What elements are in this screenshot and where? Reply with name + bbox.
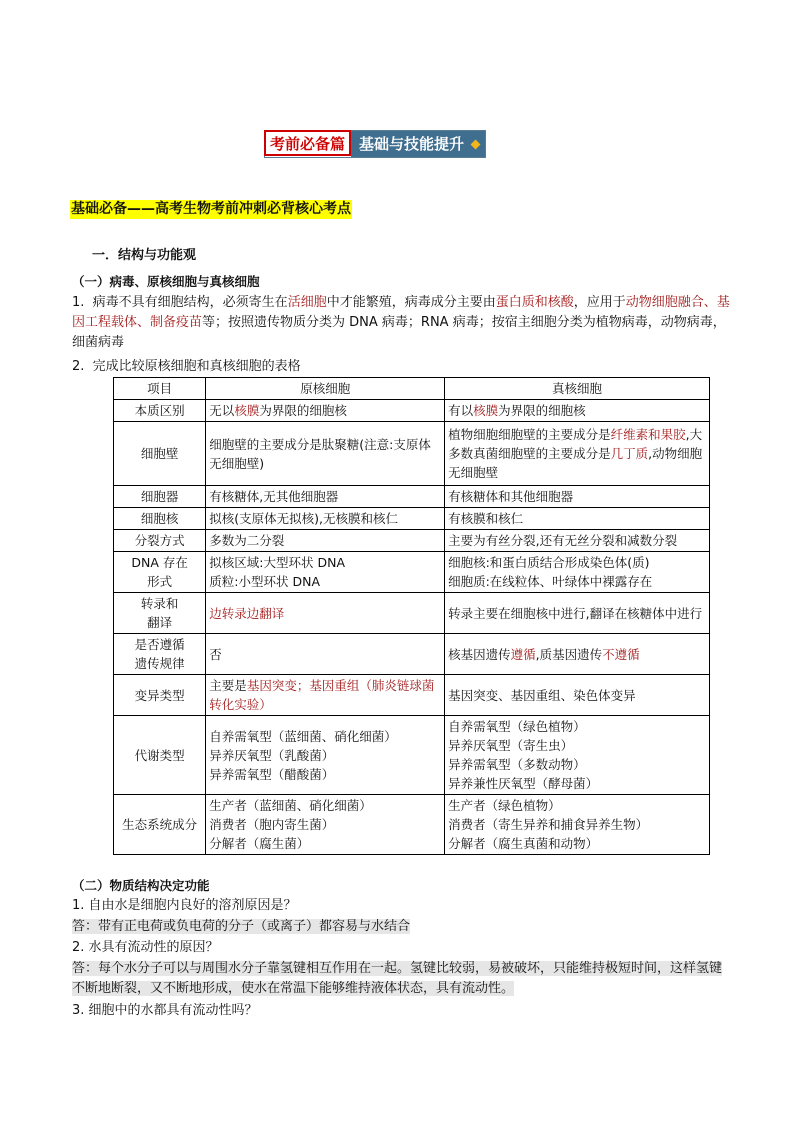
question (72, 1001, 732, 1021)
comparison-table (113, 377, 710, 855)
key-term: 蛋白质和核酸 (495, 295, 574, 310)
eukaryote-cell: 有核膜和核仁 (445, 508, 710, 530)
prokaryote-cell (206, 716, 445, 795)
text: 植物细胞细胞壁的主要成分是 (448, 427, 611, 442)
text: ,大多数真菌细胞壁的主要成分是 (448, 427, 703, 461)
key-term: 核膜 (234, 403, 260, 418)
eukaryote-cell (445, 795, 710, 855)
table-row (114, 486, 710, 508)
eukaryote-cell: 转录主要在细胞核中进行,翻译在核糖体中进行 (445, 593, 710, 634)
subsection-heading: （一）病毒、原核细胞与真核细胞 (72, 274, 260, 289)
cell-line: 异养厌氧型（乳酸菌） (209, 747, 335, 763)
key-term: 几丁质 (610, 446, 649, 461)
question-text: 1. 自由水是细胞内良好的溶剂原因是？ (72, 898, 297, 913)
key-term: 基因突变；基因重组（肺炎链球菌转化实验） (209, 678, 435, 712)
cell-line: 消费者（胞内寄生菌） (209, 817, 335, 832)
key-term: 动物细胞融合、基因工程载体、制备疫苗 (72, 295, 730, 330)
key-term: 纤维素和果胶 (610, 427, 686, 442)
paragraph-virus (72, 293, 732, 353)
prokaryote-cell: 多数为二分裂 (206, 530, 445, 552)
row-label: 细胞器 (114, 486, 206, 508)
eukaryote-cell: 主要为有丝分裂,还有无丝分裂和减数分裂 (445, 530, 710, 552)
table-header-row (114, 378, 710, 400)
eukaryote-cell (445, 400, 710, 422)
subsection-heading: （二）物质结构决定功能 (72, 878, 210, 893)
row-label: 代谢类型 (114, 716, 206, 795)
text: ,动物细胞无细胞壁 (448, 446, 703, 480)
text: ,质基因遗传 (535, 646, 603, 662)
prokaryote-cell: 拟核(支原体无拟核),无核膜和核仁 (206, 508, 445, 530)
row-label (114, 593, 206, 634)
row-label: 分裂方式 (114, 530, 206, 552)
eukaryote-cell: 有核糖体和其他细胞器 (445, 486, 710, 508)
row-label: 生态系统成分 (114, 795, 206, 855)
table-row (114, 508, 710, 530)
prokaryote-cell (206, 675, 445, 716)
text: 核基因遗传 (448, 646, 511, 662)
table-row (114, 634, 710, 675)
eukaryote-cell (445, 552, 710, 593)
key-term: 遵循 (510, 646, 536, 662)
cell-line: 异养需氧型（醋酸菌） (209, 766, 335, 782)
label-line: 翻译 (147, 615, 173, 630)
label-line: 遗传规律 (134, 656, 185, 671)
row-label: 本质区别 (114, 400, 206, 422)
key-term: 活细胞 (287, 295, 327, 310)
text: 完成比较原核细胞和真核细胞的表格 (92, 359, 301, 374)
cell-line: 异养厌氧型（寄生虫） (448, 738, 574, 753)
row-label (114, 552, 206, 593)
answer-text: 答：带有正电荷或负电荷的分子（或离子）都容易与水结合 (72, 919, 411, 934)
prokaryote-cell (206, 795, 445, 855)
row-label: 细胞核 (114, 508, 206, 530)
main-heading: 基础必备——高考生物考前冲刺必背核心考点 (71, 201, 351, 217)
prokaryote-cell: 否 (206, 634, 445, 675)
text: 为界限的细胞核 (498, 403, 586, 418)
table-row (114, 422, 710, 486)
text: 病毒不具有细胞结构，必须寄生在 (92, 295, 288, 310)
table-header: 项目 (114, 378, 206, 400)
cell-line: 自养需氧型（绿色植物） (448, 719, 586, 734)
banner-right-label (351, 131, 485, 157)
row-label: 变异类型 (114, 675, 206, 716)
table-row (114, 530, 710, 552)
prokaryote-cell (206, 552, 445, 593)
text: 无以 (209, 403, 235, 418)
key-term: 核膜 (473, 403, 499, 418)
cell-line: 拟核区域:大型环状 DNA (209, 555, 346, 570)
table-row (114, 795, 710, 855)
question-text: 2. 水具有流动性的原因？ (72, 940, 219, 955)
prokaryote-cell: 细胞壁的主要成分是肽聚糖(注意:支原体无细胞壁) (206, 422, 445, 486)
cell-line: 细胞质:在线粒体、叶绿体中裸露存在 (448, 574, 653, 589)
banner-left-label: 考前必备篇 (264, 130, 351, 156)
paragraph-table-intro (72, 357, 732, 377)
table-header: 真核细胞 (445, 378, 710, 400)
prokaryote-cell: 边转录边翻译 (206, 593, 445, 634)
question (72, 896, 732, 916)
eukaryote-cell (445, 634, 710, 675)
question (72, 938, 732, 958)
row-label: 细胞壁 (114, 422, 206, 486)
text: 有以 (448, 403, 474, 418)
title-banner (264, 130, 486, 158)
answer (72, 959, 732, 999)
label-line: 形式 (147, 574, 173, 589)
cell-line: 分解者（腐生真菌和动物） (448, 836, 599, 851)
cell-line: 生产者（蓝细菌、硝化细菌） (209, 798, 372, 813)
cell-line: 自养需氧型（蓝细菌、硝化细菌） (209, 728, 397, 744)
key-term: 不遵循 (602, 646, 640, 662)
text: 等；按照遗传物质分类为 DNA 病毒；RNA 病毒；按宿主细胞分类为植物病毒，动物病毒，细菌病毒 (72, 315, 726, 350)
question-text: 3. 细胞中的水都具有流动性吗？ (72, 1003, 258, 1018)
cell-line: 生产者（绿色植物） (448, 798, 561, 813)
cell-line: 细胞核:和蛋白质结合形成染色体(质) (448, 555, 650, 570)
label-line: DNA 存在 (131, 555, 188, 570)
banner-right-text: 基础与技能提升 (359, 135, 465, 153)
row-label (114, 634, 206, 675)
cell-line: 异养兼性厌氧型（酵母菌） (448, 776, 599, 791)
item-number: 2. (72, 359, 85, 374)
cell-line: 异养需氧型（多数动物） (448, 757, 586, 772)
diamond-icon (471, 139, 481, 149)
answer-text: 答：每个水分子可以与周围水分子靠氢键相互作用在一起。氢键比较弱，易被破坏，只能维持极短时间，这样氢键不断地断裂，又不断地形成，使水在常温下能够维持液体状态，具有流动性。 (72, 961, 723, 996)
label-line: 是否遵循 (134, 637, 185, 652)
text: 为界限的细胞核 (259, 403, 347, 418)
answer (72, 917, 732, 937)
eukaryote-cell (445, 716, 710, 795)
cell-line: 质粒:小型环状 DNA (209, 574, 321, 589)
eukaryote-cell: 基因突变、基因重组、染色体变异 (445, 675, 710, 716)
prokaryote-cell: 有核糖体,无其他细胞器 (206, 486, 445, 508)
text: ，应用于 (573, 295, 626, 310)
section-heading: 一．结构与功能观 (92, 248, 197, 263)
cell-line: 分解者（腐生菌） (209, 836, 310, 851)
eukaryote-cell (445, 422, 710, 486)
label-line: 转录和 (140, 596, 179, 611)
table-row (114, 593, 710, 634)
cell-line: 消费者（寄生异养和捕食异养生物） (448, 817, 649, 832)
table-row (114, 675, 710, 716)
prokaryote-cell (206, 400, 445, 422)
table-row (114, 552, 710, 593)
text: 中才能繁殖，病毒成分主要由 (326, 295, 496, 310)
table-header: 原核细胞 (206, 378, 445, 400)
table-row (114, 716, 710, 795)
item-number: 1. (72, 295, 85, 310)
table-row (114, 400, 710, 422)
text: 主要是 (209, 678, 247, 693)
